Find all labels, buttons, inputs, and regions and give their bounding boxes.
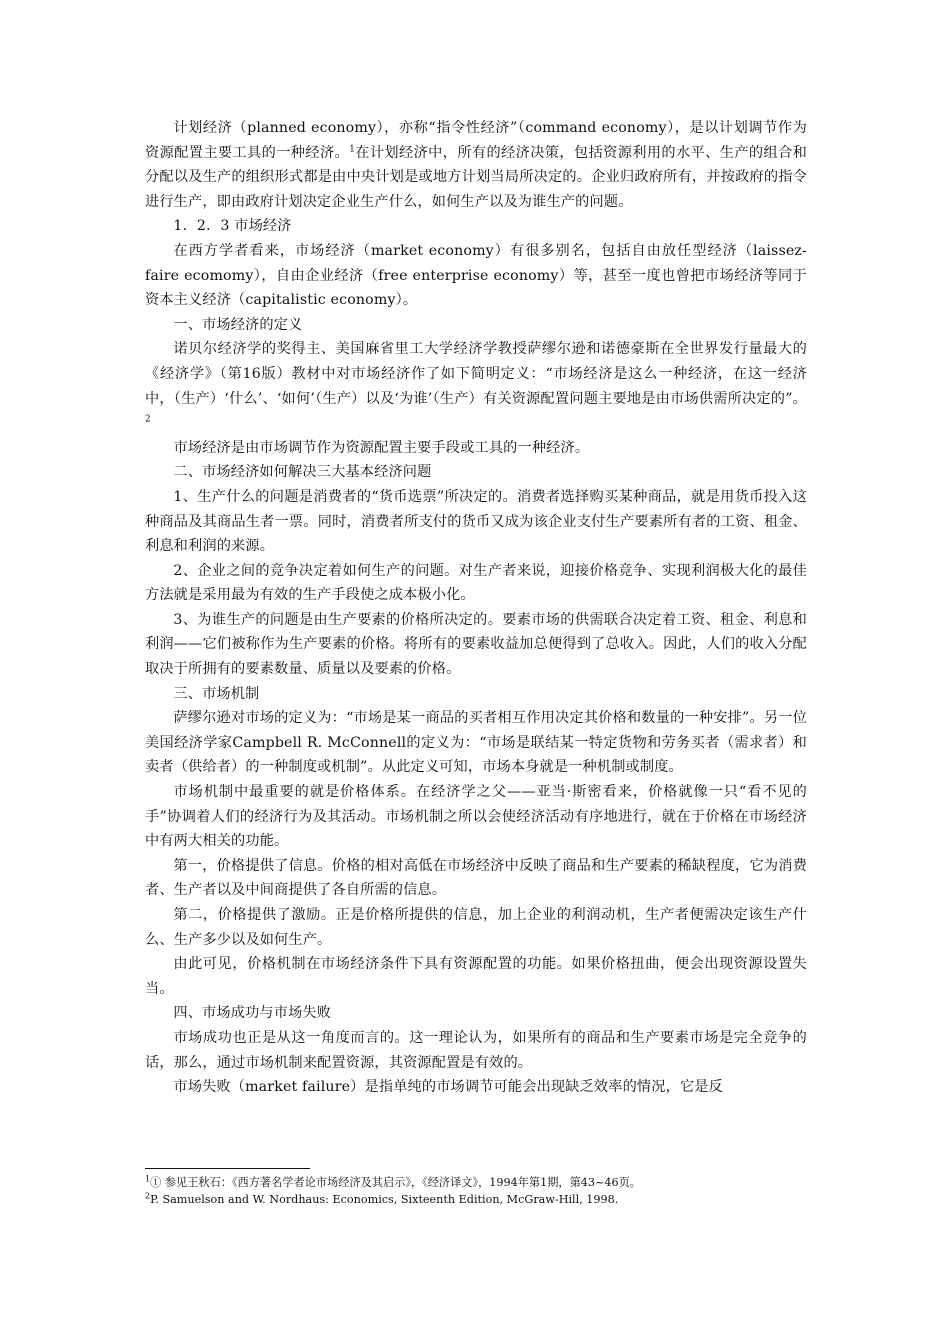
paragraph-what-to-produce: 1、生产什么的问题是消费者的“货币选票”所决定的。消费者选择购买某种商品，就是用货币投入这种商品及其商品生者一票。同时，消费者所支付的货币又成为该企业支付生产要素所有者的工资、租金、利息和利润的来源。 bbox=[145, 488, 807, 555]
paragraph-market-failure: 市场失败（market failure）是指单纯的市场调节可能会出现缺乏效率的情况，它是反 bbox=[173, 1079, 723, 1096]
paragraph-price-allocation: 由此可见，价格机制在市场经济条件下具有资源配置的功能。如果价格扭曲，便会出现资源设置失当。 bbox=[145, 956, 807, 997]
footnote-ref-2: 2 bbox=[145, 414, 151, 425]
document-body bbox=[145, 116, 807, 1100]
paragraph-samuelson-definition: 诺贝尔经济学的奖得主、美国麻省里工大学经济学教授萨缪尔逊和诺德豪斯在全世界发行量最大的《经济学》（第16版）教材中对市场经济作了如下简明定义：“市场经济是这么一种经济，在这一经济中，（生产）‘什么’、‘如何’（生产）以及‘为谁’（生产）有关资源配置问题主要地是由市场供需所决定的”。$^2$ bbox=[145, 341, 807, 425]
paragraph-market-definition: 萨缪尔逊对市场的定义为：“市场是某一商品的买者相互作用决定其价格和数量的一种安排”。另一位美国经济学家Campbell R. McConnell的定义为：“市场是联结某一特定货物和劳务买者（需求者）和卖者（供给者）的一种制度或机制”。从此定义可知，市场本身就是一种机制或制度。 bbox=[145, 710, 807, 776]
heading-definition: 一、市场经济的定义 bbox=[173, 316, 303, 333]
footnote-separator bbox=[145, 1168, 310, 1169]
paragraph-price-information: 第一，价格提供了信息。价格的相对高低在市场经济中反映了商品和生产要素的稀缺程度，它为消费者、生产者以及中间商提供了各自所需的信息。 bbox=[145, 857, 807, 899]
footnote-2: $^2$P. Samuelson and W. Nordhaus: Economics, Sixteenth Edition, McGraw-Hill, 1998. bbox=[145, 1190, 619, 1206]
paragraph-how-to-produce: 2、企业之间的竞争决定着如何生产的问题。对生产者来说，迎接价格竞争、实现利润极大化的最佳方法就是采用最为有效的生产手段使之成本极小化。 bbox=[145, 562, 807, 604]
footnotes bbox=[145, 1168, 765, 1208]
paragraph-market-success: 市场成功也正是从这一角度而言的。这一理论认为，如果所有的商品和生产要素市场是完全竞争的话，那么，通过市场机制来配置资源，其资源配置是有效的。 bbox=[145, 1029, 807, 1071]
paragraph-market-economy-summary: 市场经济是由市场调节作为资源配置主要手段或工具的一种经济。 bbox=[173, 439, 590, 456]
heading-success-failure: 四、市场成功与市场失败 bbox=[173, 1005, 332, 1022]
footnote-1: $^1$① 参见王秋石：《西方著名学者论市场经济及其启示》，《经济译文》，1994年第1期，第43~46页。 bbox=[145, 1174, 641, 1189]
paragraph-market-economy-aliases: 在西方学者看来，市场经济（market economy）有很多别名，包括自由放任型经济（laissez-faire ecomomy），自由企业经济（free enterprise economy）等，甚至一度也曾把市场经济等同于资本主义经济（capitalistic economy）。 bbox=[145, 242, 807, 309]
heading-three-problems: 二、市场经济如何解决三大基本经济问题 bbox=[173, 464, 432, 481]
paragraph-price-system: 市场机制中最重要的就是价格体系。在经济学之父——亚当·斯密看来，价格就像一只“看不见的手”协调着人们的经济行为及其活动。市场机制之所以会使经济活动有序地进行，就在于价格在市场经济中有两大相关的功能。 bbox=[145, 784, 807, 850]
section-heading-market-economy: 1．2．3 市场经济 bbox=[173, 218, 292, 235]
paragraph-price-incentive: 第二，价格提供了激励。正是价格所提供的信息，加上企业的利润动机，生产者便需决定该生产什么、生产多少以及如何生产。 bbox=[145, 907, 807, 948]
paragraph-planned-economy: 计划经济（planned economy），亦称“指令性经济”（command economy），是以计划调节作为资源配置主要工具的一种经济。$^1$在计划经济中，所有的经济决策，包括资源利用的水平、生产的组合和分配以及生产的组织形式都是由中央计划是或地方计划当局所决定的。企业归政府所有，并按政府的指令进行生产，即由政府计划决定企业生产什么，如何生产以及为谁生产的问题。 bbox=[145, 120, 807, 210]
footnote-ref-1: 1 bbox=[349, 143, 356, 154]
heading-market-mechanism: 三、市场机制 bbox=[173, 685, 260, 702]
paragraph-for-whom: 3、为谁生产的问题是由生产要素的价格所决定的。要素市场的供需联合决定着工资、租金、利息和利润——它们被称作为生产要素的价格。将所有的要素收益加总便得到了总收入。因此，人们的收入分配取决于所拥有的要素数量、质量以及要素的价格。 bbox=[145, 611, 807, 678]
